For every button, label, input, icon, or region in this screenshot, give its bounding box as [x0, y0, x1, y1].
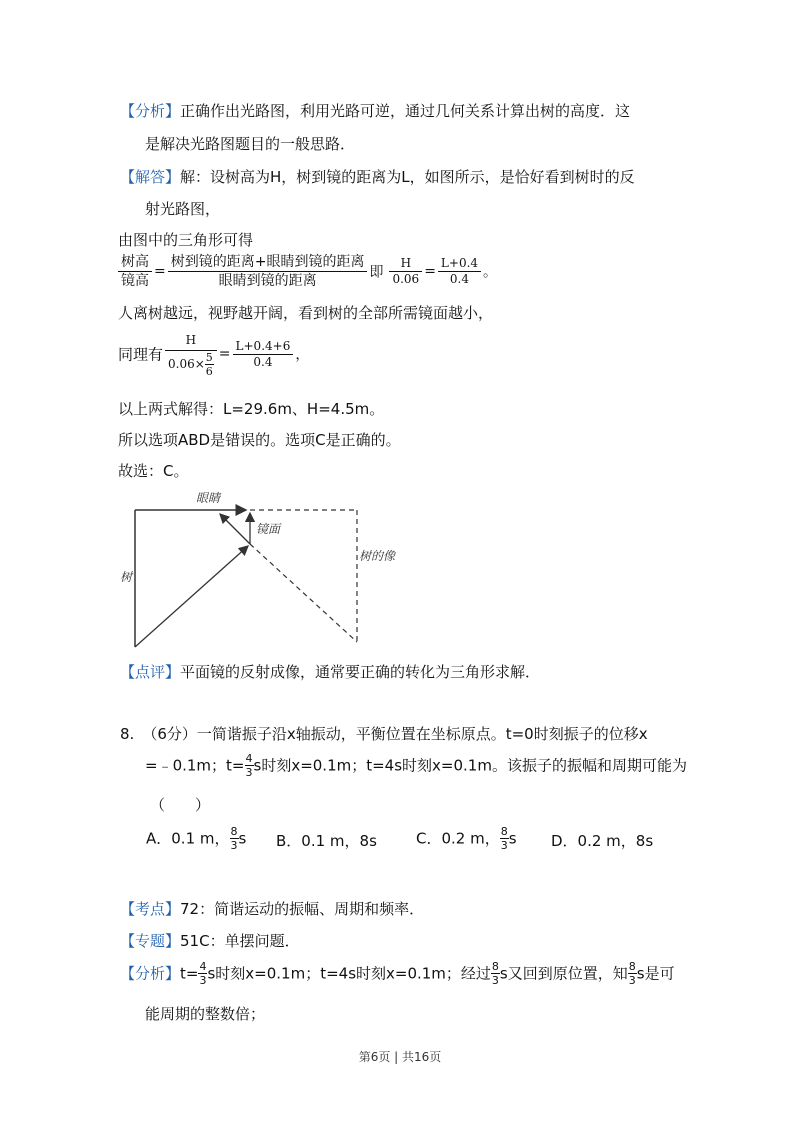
option-a-text: A．0.1 m，: [146, 829, 230, 848]
solution-line-1: [120, 167, 635, 187]
analysis2-line-2: 能周期的整数倍；: [145, 1005, 266, 1023]
question-8-line-2: [145, 752, 687, 779]
ray-reflected: [220, 514, 250, 544]
eq1-l-fraction: [438, 256, 481, 287]
eq2-left-fraction: [165, 330, 217, 378]
comment-line: [120, 662, 540, 682]
topic-text: 51C：单摆问题．: [180, 932, 300, 950]
label-tree-image: 树的像: [359, 549, 396, 563]
analysis2-f1-den: 3: [199, 974, 207, 987]
equation-2: [118, 330, 309, 378]
page-footer: 第6页 | 共16页: [358, 1050, 442, 1064]
eq2-den-fnum: 5: [205, 351, 213, 364]
option-c-text: C．0.2 m，: [416, 829, 500, 848]
analysis2-f3-den: 3: [628, 974, 636, 987]
analysis-text-1: 正确作出光路图，利用光路可逆，通过几何关系计算出树的高度．这: [180, 102, 631, 120]
solution-tag: 【解答】: [120, 168, 181, 186]
analysis2-d: s是可: [636, 964, 675, 983]
option-c-den: 3: [500, 839, 508, 852]
analysis2-f1-num: 4: [199, 960, 207, 973]
keypoint-text: 72：简谐运动的振幅、周期和频率．: [180, 900, 425, 918]
eq1-left-numerator: 树高: [118, 253, 152, 272]
eq1-h-numerator: H: [389, 256, 422, 272]
eq1-l-numerator: L+0.4: [438, 256, 481, 272]
question-8-line-1: [120, 724, 648, 744]
comment-text: 平面镜的反射成像，通常要正确的转化为三角形求解．: [180, 663, 541, 681]
topic-tag: 【专题】: [120, 932, 181, 950]
analysis-line-2: 是解决光路图题目的一般思路．: [145, 135, 356, 153]
analysis2-c: s又回到原位置，知: [499, 964, 628, 983]
label-tree: 树: [120, 570, 133, 584]
option-a-unit: s: [238, 829, 247, 848]
solution-line-3: 由图中的三角形可得: [118, 231, 254, 249]
option-a-den: 3: [230, 839, 238, 852]
eq1-h-denominator: 0.06: [392, 272, 420, 286]
analysis2-f2-num: 8: [491, 960, 499, 973]
option-c-num: 8: [500, 825, 508, 838]
solution-line-9: 故选：C。: [118, 462, 189, 480]
label-mirror: 镜面: [256, 522, 281, 536]
eq1-ji: 即: [369, 264, 384, 281]
ray-diagram: [110, 485, 410, 655]
q8-line2-a: =﹣0.1m；t=: [145, 756, 245, 775]
option-c-unit: s: [508, 829, 517, 848]
keypoint-tag: 【考点】: [120, 900, 181, 918]
solution-line-8: 所以选项ABD是错误的。选项C是正确的。: [118, 431, 401, 449]
label-eye: 眼睛: [196, 491, 221, 505]
analysis2-tag: 【分析】: [120, 964, 181, 983]
option-c-fraction: [500, 825, 509, 852]
eq1-end: 。: [483, 264, 498, 281]
eq2-prefix: 同理有: [118, 345, 164, 364]
question-number: 8.: [120, 725, 135, 743]
eq2-denominator: [165, 351, 217, 378]
eq1-h-fraction: [389, 256, 422, 287]
analysis2-f3: [628, 960, 637, 987]
option-d[interactable]: D．0.2 m，8s: [551, 832, 654, 850]
eq1-equals-2: =: [424, 263, 436, 280]
solution-text-1: 解：设树高为H，树到镜的距离为L，如图所示，是恰好看到树时的反: [180, 168, 635, 186]
eq1-right-numerator: 树到镜的距离+眼睛到镜的距离: [168, 253, 368, 272]
option-a-fraction: [230, 825, 239, 852]
eq2-den-fden: 6: [205, 365, 213, 378]
eq2-numerator: H: [165, 330, 217, 351]
solution-line-2: 射光路图，: [145, 200, 221, 218]
keypoint-line: [120, 899, 424, 919]
ray-incident: [135, 546, 248, 647]
analysis2-line-1: [120, 960, 675, 987]
eq1-left-denominator: 镜高: [121, 273, 149, 289]
analysis-tag: 【分析】: [120, 102, 181, 120]
analysis2-f2-den: 3: [491, 974, 499, 987]
q8-fraction: [245, 752, 254, 779]
analysis2-f3-num: 8: [628, 960, 636, 973]
option-a-num: 8: [230, 825, 238, 838]
eq1-equals: =: [154, 263, 166, 280]
eq1-right-denominator: 眼睛到镜的距离: [218, 273, 317, 289]
question-8-line-3: （ ）: [150, 796, 211, 814]
eq2-right-denominator: 0.4: [253, 354, 273, 369]
topic-line: [120, 931, 300, 951]
option-a[interactable]: [146, 825, 246, 852]
comment-tag: 【点评】: [120, 663, 181, 681]
analysis2-b: s时刻x=0.1m；t=4s时刻x=0.1m；经过: [207, 964, 491, 983]
eq1-left-fraction: [118, 253, 152, 290]
eq2-right-numerator: L+0.4+6: [233, 339, 294, 355]
option-b[interactable]: B．0.1 m，8s: [276, 832, 377, 850]
q8-frac-num: 4: [245, 752, 253, 765]
dashed-diagonal: [250, 544, 357, 642]
eq2-den-prefix: 0.06×: [168, 357, 205, 371]
analysis2-a: t=: [180, 964, 199, 983]
analysis-line-1: [120, 101, 630, 121]
q8-frac-den: 3: [245, 766, 253, 779]
eq1-l-denominator: 0.4: [449, 272, 470, 286]
solution-line-5: 人离树越远，视野越开阔，看到树的全部所需镜面越小，: [118, 304, 494, 322]
eq2-right-fraction: [233, 339, 294, 370]
q8-line2-b: s时刻x=0.1m；t=4s时刻x=0.1m。该振子的振幅和周期可能为: [253, 756, 687, 775]
eq2-end: ，: [295, 347, 310, 363]
option-c[interactable]: [416, 825, 517, 852]
analysis2-f2: [491, 960, 500, 987]
solution-line-7: 以上两式解得：L=29.6m、H=4.5m。: [118, 400, 385, 418]
eq2-equals: =: [218, 346, 231, 362]
eq1-right-fraction: [168, 253, 368, 290]
eq2-den-fraction: [205, 351, 214, 378]
question-text-1: （6分）一简谐振子沿x轴振动，平衡位置在坐标原点。t=0时刻振子的位移x: [142, 725, 648, 743]
equation-1: [116, 253, 497, 290]
